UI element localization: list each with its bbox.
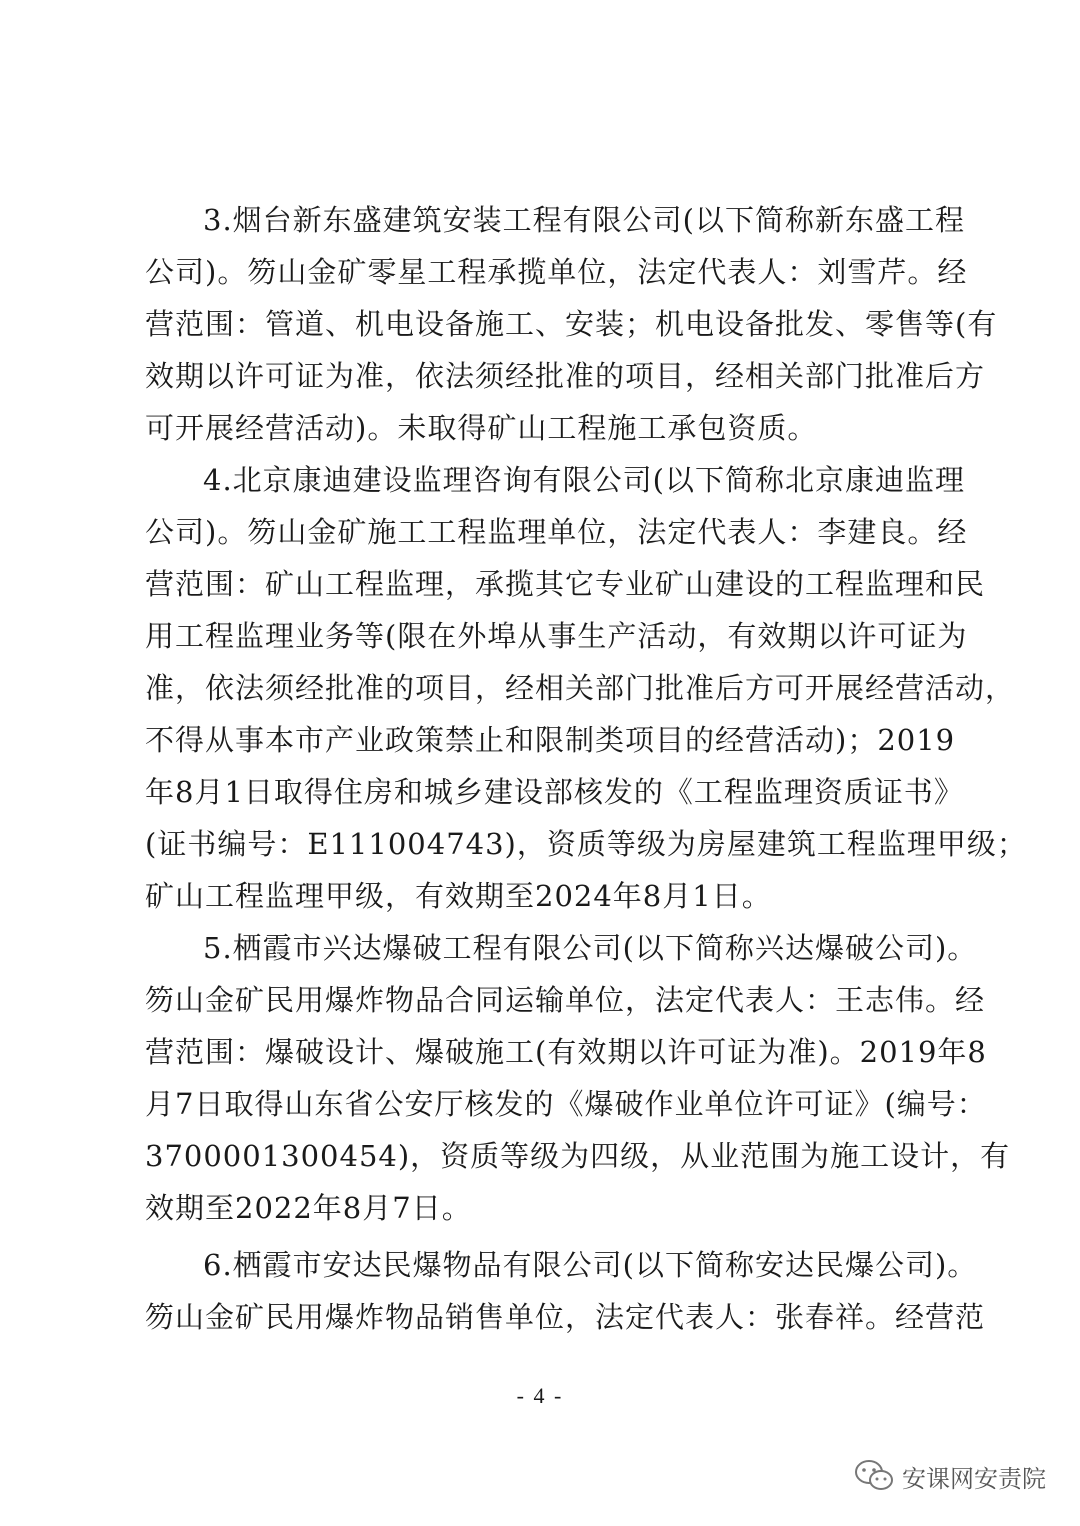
paragraph-line: 6.栖霞市安达民爆物品有限公司(以下简称安达民爆公司)。 <box>203 1248 978 1282</box>
paragraph-line: 3.烟台新东盛建筑安装工程有限公司(以下简称新东盛工程 <box>203 203 965 237</box>
paragraph-line: 不得从事本市产业政策禁止和限制类项目的经营活动)；2019 <box>145 723 956 757</box>
paragraph-line: 公司)。笏山金矿施工工程监理单位，法定代表人：李建良。经 <box>145 515 968 549</box>
wechat-icon <box>854 1458 894 1494</box>
paragraph-line: 营范围：矿山工程监理，承揽其它专业矿山建设的工程监理和民 <box>145 567 986 601</box>
paragraph-line: (证书编号：E111004743)，资质等级为房屋建筑工程监理甲级； <box>145 827 1027 861</box>
paragraph-line: 效期至2022年8月7日。 <box>145 1191 472 1225</box>
paragraph-line: 矿山工程监理甲级，有效期至2024年8月1日。 <box>145 879 772 913</box>
paragraph-line: 4.北京康迪建设监理咨询有限公司(以下简称北京康迪监理 <box>203 463 965 497</box>
paragraph-line: 公司)。笏山金矿零星工程承揽单位，法定代表人：刘雪芹。经 <box>145 255 968 289</box>
page-number: - 4 - <box>516 1383 564 1408</box>
paragraph-line: 效期以许可证为准，依法须经批准的项目，经相关部门批准后方 <box>145 359 986 393</box>
paragraph-line: 准，依法须经批准的项目，经相关部门批准后方可开展经营活动， <box>145 671 1016 705</box>
paragraph-line: 营范围：爆破设计、爆破施工(有效期以许可证为准)。2019年8 <box>145 1035 987 1069</box>
paragraph-line: 用工程监理业务等(限在外埠从事生产活动，有效期以许可证为 <box>145 619 968 653</box>
watermark-text: 安课网安责院 <box>902 1464 1046 1493</box>
paragraph-line: 可开展经营活动)。未取得矿山工程施工承包资质。 <box>145 411 818 445</box>
paragraph-line: 笏山金矿民用爆炸物品销售单位，法定代表人：张春祥。经营范 <box>145 1300 986 1334</box>
paragraph-line: 5.栖霞市兴达爆破工程有限公司(以下简称兴达爆破公司)。 <box>203 931 978 965</box>
watermark <box>854 1456 1046 1496</box>
paragraph-line: 3700001300454)，资质等级为四级，从业范围为施工设计，有 <box>145 1139 1011 1173</box>
paragraph-line: 年8月1日取得住房和城乡建设部核发的《工程监理资质证书》 <box>145 775 964 809</box>
paragraph-line: 笏山金矿民用爆炸物品合同运输单位，法定代表人：王志伟。经 <box>145 983 986 1017</box>
paragraph-line: 月7日取得山东省公安厅核发的《爆破作业单位许可证》(编号： <box>145 1087 987 1121</box>
paragraph-line: 营范围：管道、机电设备施工、安装；机电设备批发、零售等(有 <box>145 307 998 341</box>
